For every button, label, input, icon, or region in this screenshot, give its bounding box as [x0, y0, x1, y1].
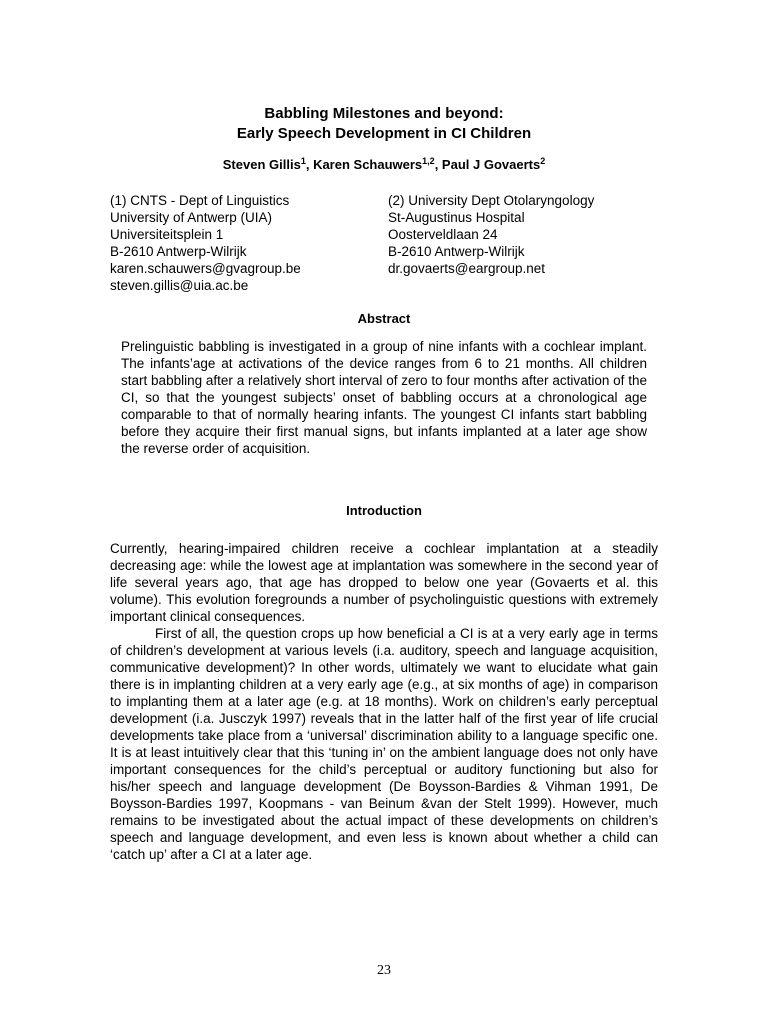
affiliation-left: [110, 192, 380, 294]
affiliation-line: Universiteitsplein 1: [110, 227, 224, 242]
email-address: dr.govaerts@eargroup.net: [388, 261, 546, 276]
abstract-text: Prelinguistic babbling is investigated in a group of nine infants with a cochlear implant. The infants’age at activations of the device ranges from 6 to 21 months. All children start babbling after a relatively short interval of zero to four months after activation of the CI, so that the youngest subjects’ onset of babbling occurs at a chronological age comparable to that of normally hearing infants. The youngest CI infants start babbling before they acquire their first manual signs, but infants implanted at a later age show the reverse order of acquisition.: [121, 339, 647, 456]
introduction-paragraph: Currently, hearing-impaired children receive a cochlear implantation at a steadily decreasing age: while the lowest age at implantation was somewhere in the second year of life several years ago, that age has dropped to below one year (Govaerts et al. this volume). This evolution foregrounds a number of psycholinguistic questions with extremely important clinical consequences.: [110, 541, 658, 624]
introduction-heading: Introduction: [346, 503, 422, 518]
email-address: karen.schauwers@gvagroup.be: [110, 261, 301, 276]
author-list: Steven Gillis$^1$, Karen Schauwers$^{1,2}$, Paul J Govaerts$^2$: [222, 156, 546, 172]
affiliation-line: (1) CNTS - Dept of Linguistics: [110, 193, 290, 208]
author-affiliation-mark: 1: [300, 156, 306, 166]
author-name: Paul J Govaerts: [441, 157, 541, 172]
introduction-body: [110, 540, 658, 863]
affiliation-line: B-2610 Antwerp-Wilrijk: [388, 244, 525, 259]
affiliation-line: St-Augustinus Hospital: [388, 210, 525, 225]
author-affiliation-mark: 1,2: [422, 156, 435, 166]
paper-title-line-2: Early Speech Development in CI Children: [236, 125, 532, 142]
affiliation-line: Oosterveldlaan 24: [388, 227, 498, 242]
paper-title-line-1: Babbling Milestones and beyond:: [264, 105, 504, 122]
affiliation-line: B-2610 Antwerp-Wilrijk: [110, 244, 247, 259]
abstract-heading: Abstract: [357, 311, 411, 326]
email-address: steven.gillis@uia.ac.be: [110, 278, 249, 293]
affiliation-right: [388, 192, 678, 277]
author-affiliation-mark: 2: [540, 156, 546, 166]
introduction-paragraph: First of all, the question crops up how beneficial a CI is at a very early age in terms of children’s development at various levels (i.a. auditory, speech and language acquisition, communicative development)? In other words, ultimately we want to elucidate what gain there is in implanting children at a very early age (e.g., at six months of age) in comparison to implanting them at a later age (e.g. at 18 months). Work on children’s early perceptual development (i.a. Jusczyk 1997) reveals that in the latter half of the first year of life crucial developments take place from a ‘universal’ discrimination ability to a language specific one. It is at least intuitively clear that this ‘tuning in’ on the ambient language does not only have important consequences for the child’s perceptual or auditory functioning but also for his/her speech and language development (De Boysson-Bardies & Vihman 1991, De Boysson-Bardies 1997, Koopmans - van Beinum &van der Stelt 1999). However, much remains to be investigated about the actual impact of these developments on children’s speech and language development, and even less is known about whether a child can ‘catch up’ after a CI at a later age.: [110, 626, 658, 862]
author-name: Karen Schauwers: [313, 157, 423, 172]
page-number: 23: [377, 963, 391, 978]
affiliation-line: (2) University Dept Otolaryngology: [388, 193, 595, 208]
affiliation-line: University of Antwerp (UIA): [110, 210, 273, 225]
author-name: Steven Gillis: [222, 157, 301, 172]
